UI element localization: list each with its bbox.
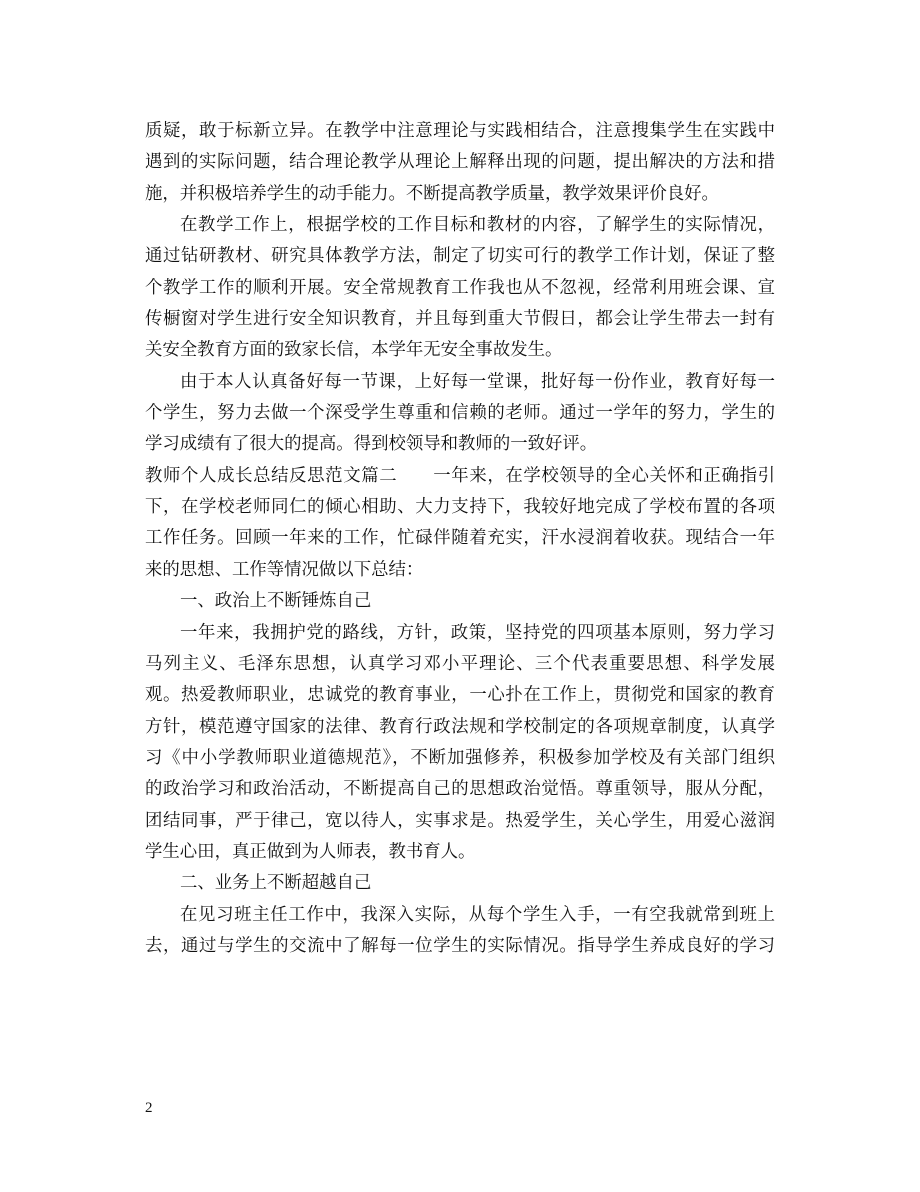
- section-heading: 一、政治上不断锤炼自己: [180, 591, 372, 612]
- text-line: 个学生，努力去做一个深受学生尊重和信赖的老师。通过一学年的努力，学生的: [145, 403, 775, 424]
- text-line: 施，并积极培养学生的动手能力。不断提高教学质量，教学效果评价良好。: [145, 183, 719, 204]
- page-number: 2: [145, 1100, 153, 1116]
- text-line: 的政治学习和政治活动，不断提高自己的思想政治觉悟。尊重领导，服从分配，: [145, 779, 775, 800]
- document-body: [145, 116, 775, 962]
- section-title-line: 教师个人成长总结反思范文篇二 一年来，在学校领导的全心关怀和正确指引: [145, 465, 775, 486]
- text-line: 个教学工作的顺利开展。安全常规教育工作我也从不忽视，经常利用班会课、宣: [145, 277, 775, 298]
- text-line: 下，在学校老师同仁的倾心相助、大力支持下，我较好地完成了学校布置的各项: [145, 497, 775, 518]
- text-line: 方针，模范遵守国家的法律、教育行政法规和学校制定的各项规章制度，认真学: [145, 716, 775, 737]
- text-line: 学习成绩有了很大的提高。得到校领导和教师的一致好评。: [145, 434, 598, 455]
- paragraph-start-line: 在见习班主任工作中，我深入实际，从每个学生入手，一有空我就常到班上: [180, 904, 775, 925]
- text-line: 关安全教育方面的致家长信，本学年无安全事故发生。: [145, 340, 563, 361]
- text-line: 传橱窗对学生进行安全知识教育，并且每到重大节假日，都会让学生带去一封有: [145, 309, 775, 330]
- text-line: 去，通过与学生的交流中了解每一位学生的实际情况。指导学生养成良好的学习: [145, 935, 775, 956]
- text-line: 工作任务。回顾一年来的工作，忙碌伴随着充实，汗水浸润着收获。现结合一年: [145, 528, 775, 549]
- section-heading: 二、业务上不断超越自己: [180, 873, 372, 894]
- text-line: 来的思想、工作等情况做以下总结：: [145, 559, 424, 580]
- text-line: 团结同事，严于律己，宽以待人，实事求是。热爱学生，关心学生，用爱心滋润: [145, 810, 775, 831]
- paragraph-start-line: 在教学工作上，根据学校的工作目标和教材的内容，了解学生的实际情况，: [180, 215, 775, 236]
- paragraph-start-line: 一年来，我拥护党的路线，方针，政策，坚持党的四项基本原则，努力学习: [180, 622, 775, 643]
- text-line: 通过钻研教材、研究具体教学方法，制定了切实可行的教学工作计划，保证了整: [145, 246, 775, 267]
- text-line: 习《中小学教师职业道德规范》，不断加强修养，积极参加学校及有关部门组织: [145, 747, 775, 768]
- text-line: 遇到的实际问题，结合理论教学从理论上解释出现的问题，提出解决的方法和措: [145, 152, 775, 173]
- text-line: 学生心田，真正做到为人师表，教书育人。: [145, 841, 476, 862]
- text-line: 马列主义、毛泽东思想，认真学习邓小平理论、三个代表重要思想、科学发展: [145, 653, 775, 674]
- paragraph-start-line: 由于本人认真备好每一节课，上好每一堂课，批好每一份作业，教育好每一: [180, 371, 775, 392]
- text-line: 质疑，敢于标新立异。在教学中注意理论与实践相结合，注意搜集学生在实践中: [145, 121, 775, 141]
- text-line: 观。热爱教师职业，忠诚党的教育事业，一心扑在工作上，贯彻党和国家的教育: [145, 685, 775, 706]
